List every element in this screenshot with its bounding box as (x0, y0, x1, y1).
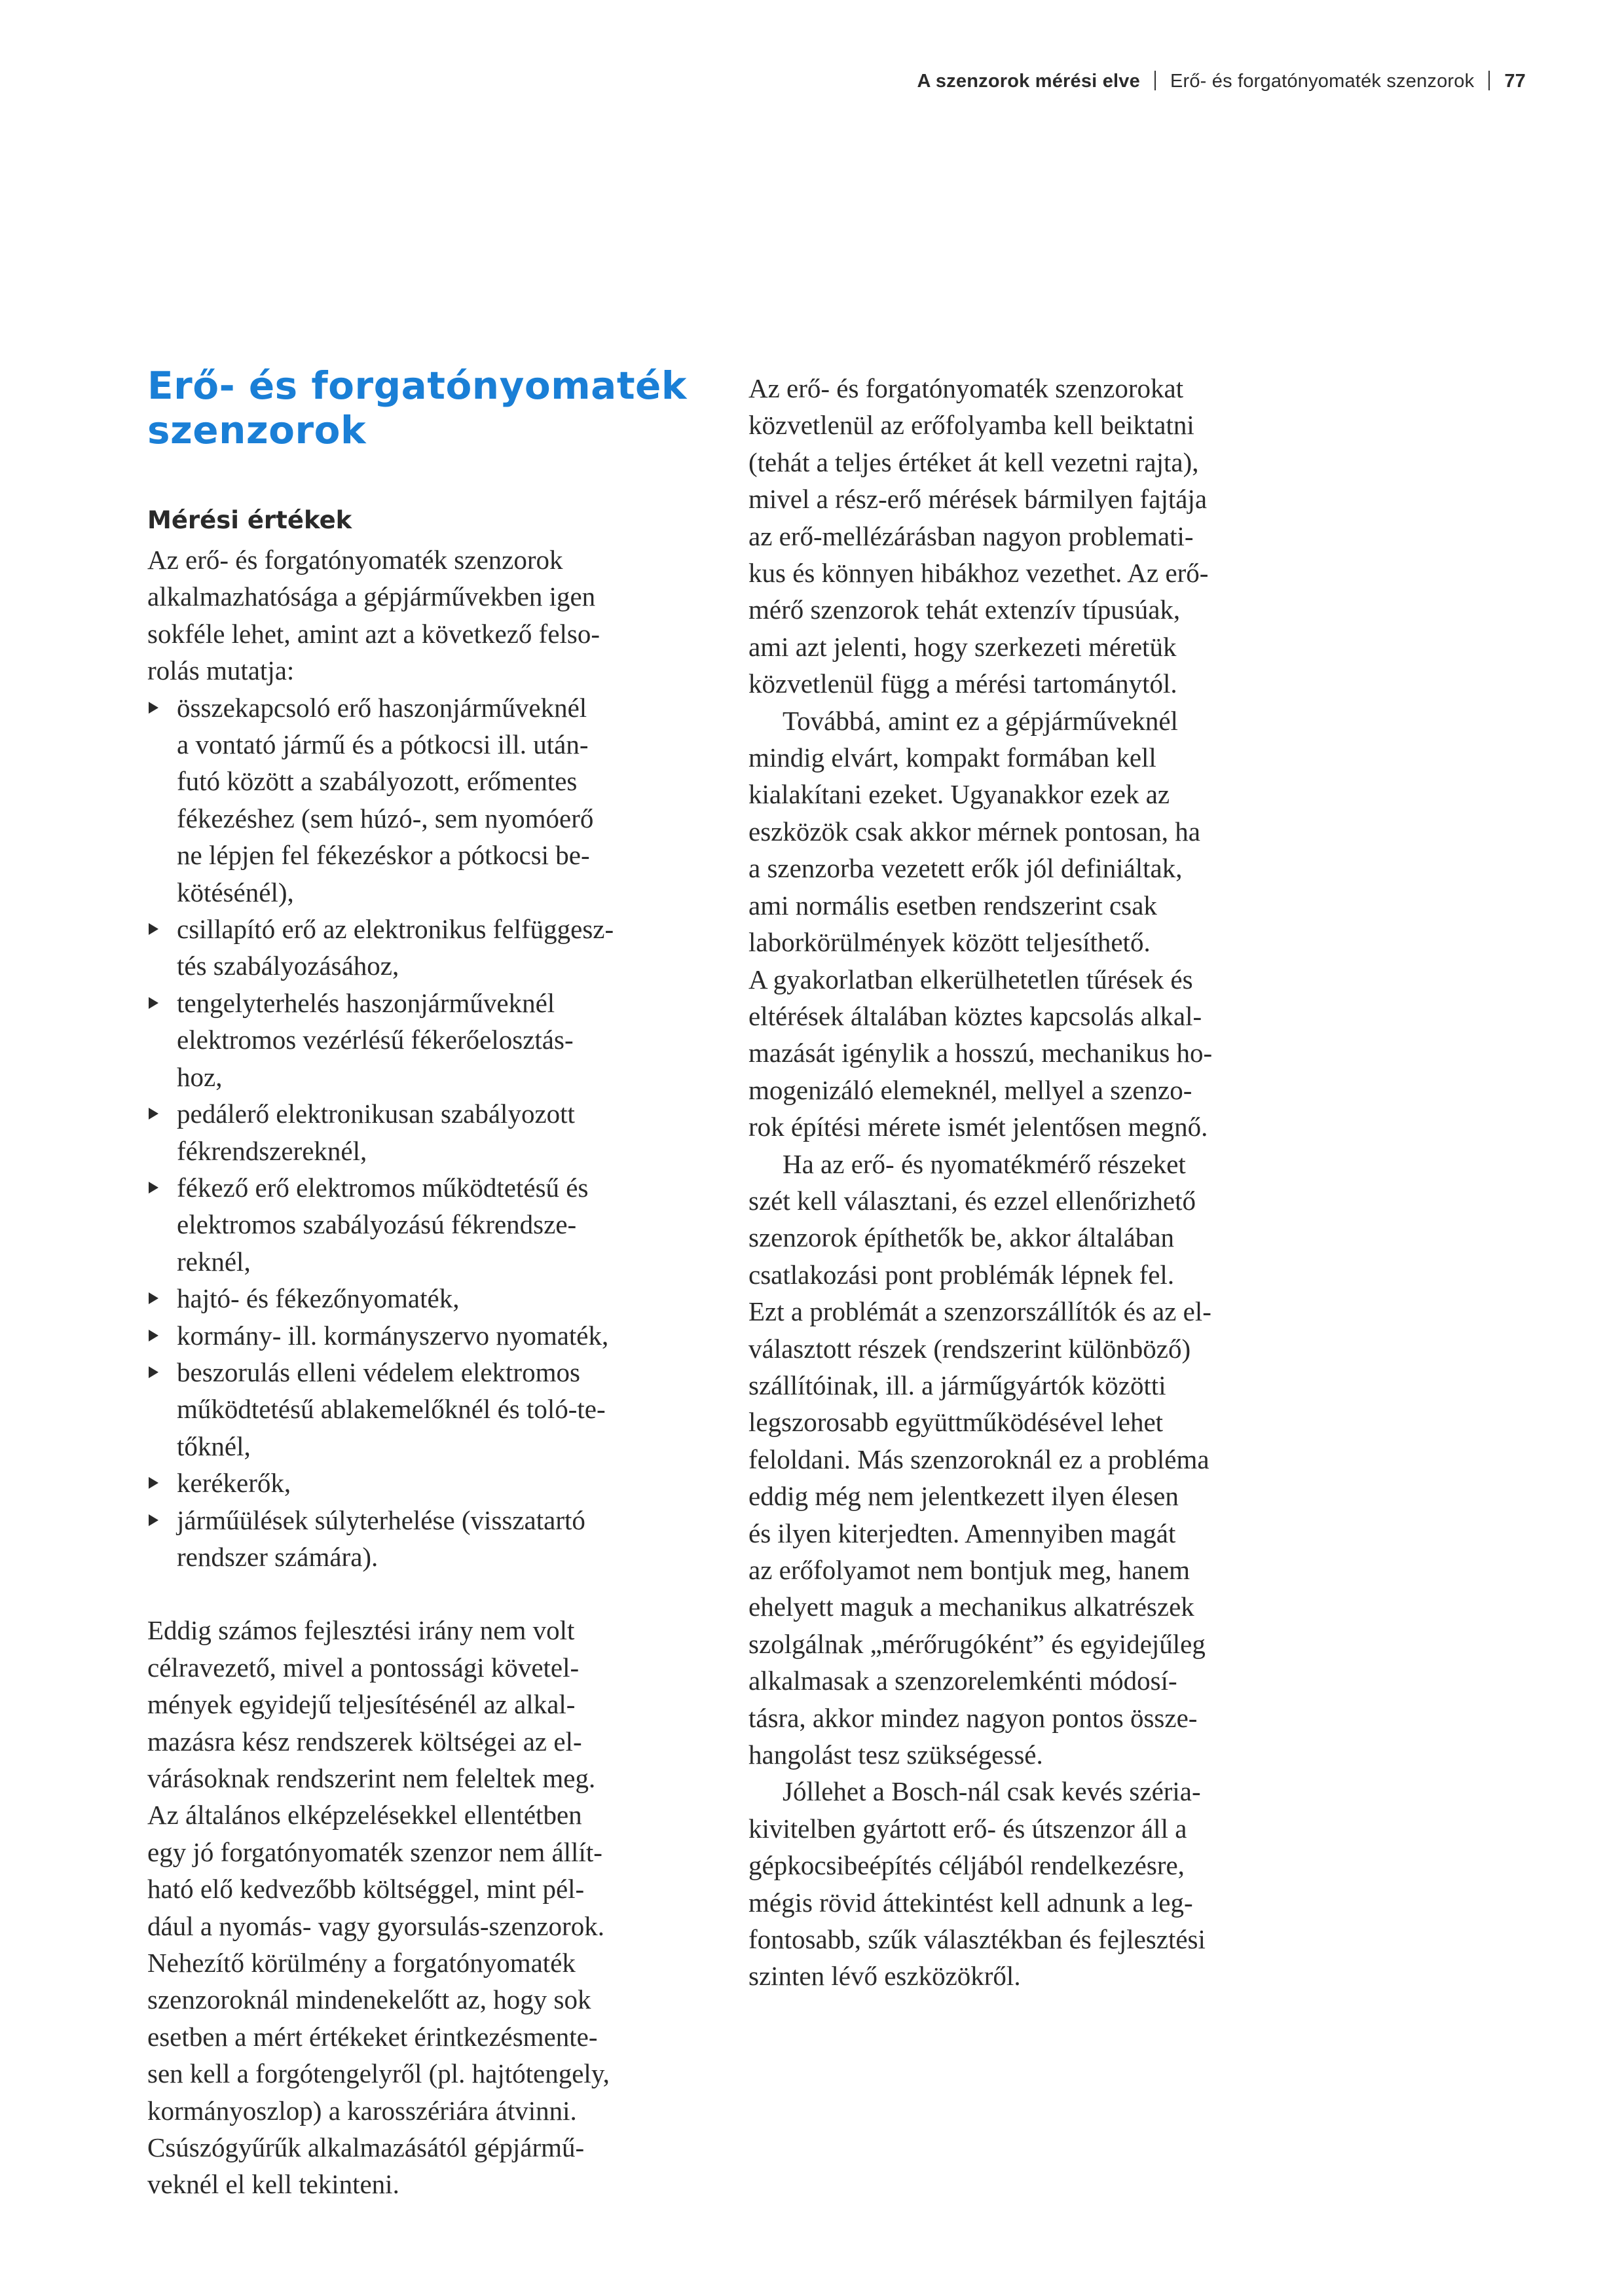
text-line: veknél el kell tekinteni. (147, 2169, 399, 2200)
text-line: reknél, (177, 1246, 251, 1277)
text-line: csatlakozási pont problémák lépnek fel. (748, 1259, 1175, 1290)
list-item (147, 1354, 710, 1465)
text-line: alkalmazhatósága a gépjárművekben igen (147, 581, 596, 612)
text-line: mégis rövid áttekintést kell adnunk a leg- (748, 1887, 1193, 1918)
header-divider (1488, 71, 1490, 90)
text-line: szenzorok építhetők be, akkor általában (748, 1222, 1175, 1253)
text-line: mények egyidejű teljesítésénél az alkal- (147, 1689, 576, 1720)
text-line: szinten lévő eszközökről. (748, 1961, 1021, 1992)
text-line: ami azt jelenti, hogy szerkezeti méretük (748, 631, 1177, 662)
text-line: kivitelben gyártott erő- és útszenzor áll a (748, 1813, 1187, 1844)
text-line: várásoknak rendszerint nem feleltek meg. (147, 1763, 596, 1793)
text-line: alkalmasak a szenzorelemkénti módosí- (748, 1666, 1177, 1696)
paragraph-gap (147, 1575, 710, 1612)
text-line: sen kell a forgótengelyről (pl. hajtótengely, (147, 2058, 610, 2089)
list-item (147, 689, 710, 911)
text-line: tásra, akkor mindez nagyon pontos össze- (748, 1702, 1198, 1733)
right-body (748, 370, 1312, 1995)
text-line: választott részek (rendszerint különböző) (748, 1333, 1191, 1364)
triangle-bullet-icon (149, 1366, 158, 1378)
triangle-bullet-icon (149, 997, 158, 1009)
list-item (147, 1502, 710, 1576)
text-line: hangolást tesz szükségessé. (748, 1740, 1043, 1770)
text-line: Az erő- és forgatónyomaték szenzorok (147, 545, 563, 575)
text-line: fékező erő elektromos működtetésű és (177, 1172, 589, 1203)
text-line: elektromos szabályozású fékrendsze- (177, 1209, 577, 1240)
left-body (147, 541, 710, 2203)
text-line: szét kell választani, és ezzel ellenőrizhető (748, 1185, 1196, 1216)
triangle-bullet-icon (149, 923, 158, 935)
text-line: Eddig számos fejlesztési irány nem volt (147, 1615, 575, 1646)
text-line: ható elő kedvezőbb költséggel, mint pél- (147, 1874, 585, 1904)
text-line: az erő-mellézárásban nagyon problemati- (748, 520, 1194, 551)
text-line: (tehát a teljes értéket át kell vezetni rajta), (748, 446, 1199, 477)
running-header (917, 71, 1526, 92)
text-line: kialakítani ezeket. Ugyanakkor ezek az (748, 779, 1170, 810)
text-line: mivel a rész-erő mérések bármilyen fajtája (748, 484, 1208, 515)
list-item (147, 1169, 710, 1280)
text-line: fékrendszereknél, (177, 1135, 367, 1166)
list-item (147, 1095, 710, 1169)
text-line: közvetlenül az erőfolyamba kell beiktatni (748, 410, 1194, 441)
text-line: rolás mutatja: (147, 655, 295, 686)
text-line: szolgálnak „mérőrugóként” és egyidejűleg (748, 1628, 1206, 1659)
list-item (147, 1317, 710, 1354)
text-line: kerékerők, (177, 1468, 291, 1499)
text-line: legszorosabb együttműködésével lehet (748, 1407, 1164, 1438)
header-chapter-title: Erő- és forgatónyomaték szenzorok (1170, 71, 1475, 92)
chapter-title (147, 363, 710, 452)
text-line: fékezéshez (sem húzó-, sem nyomóerő (177, 803, 594, 833)
text-line: rendszer számára). (177, 1541, 378, 1572)
text-line: Ha az erő- és nyomatékmérő részeket (783, 1148, 1186, 1179)
list-item (147, 1465, 710, 1501)
text-line: mérő szenzorok tehát extenzív típusúak, (748, 594, 1181, 625)
text-line: hoz, (177, 1061, 223, 1092)
text-line: Nehezítő körülmény a forgatónyomaték (147, 1948, 576, 1978)
text-line: mazását igénylik a hosszú, mechanikus ho- (748, 1038, 1213, 1068)
text-line: Az általános elképzelésekkel ellentétben (147, 1800, 582, 1831)
paragraph (748, 1773, 1312, 1994)
section-subheading: Mérési értékek (147, 506, 352, 534)
text-line: pedálerő elektronikusan szabályozott (177, 1099, 575, 1129)
text-line: a vontató jármű és a pótkocsi ill. után- (177, 729, 589, 760)
text-line: Csúszógyűrűk alkalmazásától gépjármű- (147, 2132, 585, 2163)
text-line: tőknél, (177, 1430, 251, 1461)
text-line: laborkörülmények között teljesíthető. (748, 927, 1151, 958)
text-line: mindig elvárt, kompakt formában kell (748, 742, 1156, 773)
text-line: hajtó- és fékezőnyomaték, (177, 1283, 460, 1314)
text-line: és ilyen kiterjedten. Amennyiben magát (748, 1518, 1176, 1548)
text-line: ehelyett maguk a mechanikus alkatrészek (748, 1592, 1194, 1622)
triangle-bullet-icon (149, 1477, 158, 1489)
paragraph (748, 370, 1312, 702)
page-number: 77 (1504, 71, 1526, 92)
text-line: célravezető, mivel a pontossági követel- (147, 1652, 580, 1683)
text-line: eddig még nem jelentkezett ilyen élesen (748, 1481, 1179, 1512)
text-line: esetben a mért értékeket érintkezésmente- (147, 2021, 598, 2052)
text-line: kormányoszlop) a karosszériára átvinni. (147, 2095, 577, 2126)
text-line: tés szabályozásához, (177, 951, 399, 981)
text-line: Továbbá, amint ez a gépjárműveknél (783, 705, 1178, 736)
text-line: rok építési mérete ismét jelentősen megnő. (748, 1112, 1208, 1142)
text-line: tengelyterhelés haszonjárműveknél (177, 987, 555, 1018)
text-line: mogenizáló elemeknél, mellyel a szenzo- (748, 1074, 1192, 1105)
paragraph (748, 1146, 1312, 1774)
text-line: dául a nyomás- vagy gyorsulás-szenzorok. (147, 1910, 604, 1941)
text-line: az erőfolyamot nem bontjuk meg, hanem (748, 1555, 1190, 1585)
text-line: egy jó forgatónyomaték szenzor nem állít- (147, 1836, 602, 1867)
text-line: sokféle lehet, amint azt a következő felso- (147, 618, 600, 649)
text-line: szállítóinak, ill. a járműgyártók közötti (748, 1370, 1166, 1400)
text-line: eszközök csak akkor mérnek pontosan, ha (748, 816, 1200, 847)
cost-paragraph (147, 1612, 710, 2203)
text-line: kus és könnyen hibákhoz vezethet. Az erő- (748, 558, 1209, 589)
text-line: közvetlenül függ a mérési tartománytól. (748, 668, 1177, 699)
triangle-bullet-icon (149, 1330, 158, 1341)
text-line: Az erő- és forgatónyomaték szenzorokat (748, 373, 1184, 403)
header-section-title: A szenzorok mérési elve (917, 71, 1140, 92)
header-divider (1154, 71, 1156, 90)
text-line: fontosabb, szűk választékban és fejlesztési (748, 1924, 1206, 1955)
text-line: A gyakorlatban elkerülhetetlen tűrések és (748, 964, 1193, 994)
text-line: szenzoroknál mindenekelőtt az, hogy sok (147, 1984, 591, 2015)
paragraph (748, 961, 1312, 1146)
text-line: futó között a szabályozott, erőmentes (177, 766, 578, 797)
text-line: összekapcsoló erő haszonjárműveknél (177, 692, 587, 723)
list-item (147, 1280, 710, 1317)
left-column (147, 363, 710, 2203)
text-line: feloldani. Más szenzoroknál ez a probléma (748, 1444, 1209, 1474)
text-line: működtetésű ablakemelőknél és toló-te- (177, 1394, 606, 1425)
text-line: beszorulás elleni védelem elektromos (177, 1357, 580, 1387)
list-item (147, 911, 710, 985)
triangle-bullet-icon (149, 1514, 158, 1526)
list-item (147, 985, 710, 1095)
text-line: gépkocsibeépítés céljából rendelkezésre, (748, 1850, 1185, 1881)
text-line: a szenzorba vezetett erők jól definiáltak, (748, 853, 1183, 884)
intro-paragraph (147, 541, 710, 689)
text-line: Jóllehet a Bosch-nál csak kevés széria- (783, 1776, 1201, 1807)
text-line: ami normális esetben rendszerint csak (748, 890, 1157, 920)
text-line: Ezt a problémát a szenzorszállítók és az el- (748, 1296, 1211, 1327)
text-line: eltérések általában köztes kapcsolás alkal- (748, 1000, 1202, 1031)
text-line: mazásra kész rendszerek költségei az el- (147, 1726, 582, 1757)
text-line: járműülések súlyterhelése (visszatartó (177, 1504, 585, 1535)
text-line: kormány- ill. kormányszervo nyomaték, (177, 1320, 609, 1351)
triangle-bullet-icon (149, 702, 158, 714)
paragraph (748, 702, 1312, 961)
application-list (147, 689, 710, 1576)
right-column (748, 370, 1312, 1995)
title-line: Erő- és forgatónyomaték (147, 363, 687, 408)
text-line: elektromos vezérlésű fékerőelosztás- (177, 1025, 574, 1055)
text-line: csillapító erő az elektronikus felfüggesz- (177, 914, 614, 945)
title-line: szenzorok (147, 408, 367, 452)
triangle-bullet-icon (149, 1292, 158, 1304)
text-line: kötésénél), (177, 877, 294, 907)
triangle-bullet-icon (149, 1108, 158, 1120)
text-line: ne lépjen fel fékezéskor a pótkocsi be- (177, 840, 590, 871)
triangle-bullet-icon (149, 1182, 158, 1194)
